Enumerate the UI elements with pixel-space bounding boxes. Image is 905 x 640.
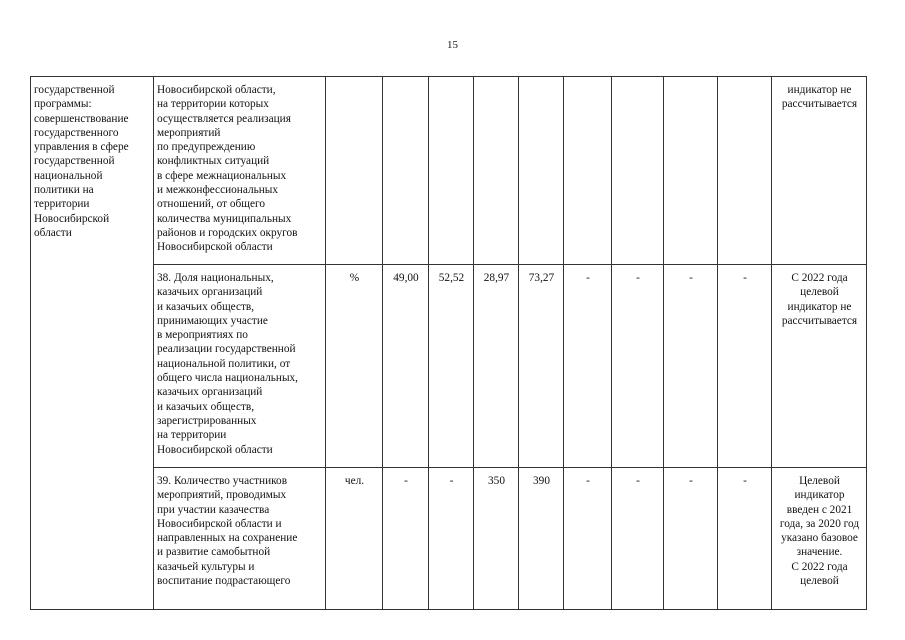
value-cell: 49,00 <box>383 265 429 468</box>
value-cell: - <box>664 468 718 610</box>
value-cell: - <box>664 265 718 468</box>
value-cell: - <box>612 265 664 468</box>
note-cell: Целевой индикатор введен с 2021 года, за 2020 год указано базовое значение. С 2022 года целевой <box>772 468 867 610</box>
unit-cell: чел. <box>326 468 383 610</box>
indicator-cell: Новосибирской области, на территории которых осуществляется реализация мероприятий по предупреждению конфликтных ситуаций в сфере межнациональных и межконфессиональных отношений, от общего количества муниципальных районов и городских округов Новосибирской области <box>154 77 326 265</box>
value-cell: 28,97 <box>474 265 519 468</box>
note-cell: С 2022 года целевой индикатор не рассчитывается <box>772 265 867 468</box>
value-cell <box>612 77 664 265</box>
indicator-cell: 38. Доля национальных, казачьих организаций и казачьих обществ, принимающих участие в мероприятиях по реализации государственной национальной политики, от общего числа национальных, казачьих организаций и казачьих обществ, зарегистрированных на территории Новосибирской области <box>154 265 326 468</box>
table-row <box>31 77 867 265</box>
unit-cell: % <box>326 265 383 468</box>
value-cell: 52,52 <box>429 265 474 468</box>
table-row <box>31 265 867 468</box>
value-cell <box>664 77 718 265</box>
value-cell <box>474 77 519 265</box>
note-cell: индикатор не рассчитывается <box>772 77 867 265</box>
unit-cell <box>326 77 383 265</box>
value-cell <box>383 77 429 265</box>
value-cell: - <box>429 468 474 610</box>
value-cell <box>564 77 612 265</box>
value-cell: - <box>564 265 612 468</box>
value-cell: - <box>564 468 612 610</box>
value-cell: - <box>718 265 772 468</box>
value-cell: 390 <box>519 468 564 610</box>
indicator-cell: 39. Количество участников мероприятий, проводимых при участии казачества Новосибирской области и направленных на сохранение и развитие самобытной казачьей культуры и воспитание подрастающего <box>154 468 326 610</box>
value-cell <box>429 77 474 265</box>
value-cell <box>718 77 772 265</box>
indicators-table <box>30 76 867 610</box>
value-cell: - <box>718 468 772 610</box>
value-cell: - <box>612 468 664 610</box>
value-cell: 350 <box>474 468 519 610</box>
program-cell: государственной программы: совершенствование государственного управления в сфере государственной национальной политики на территории Новосибирской области <box>31 77 154 610</box>
value-cell: - <box>383 468 429 610</box>
page-number: 15 <box>447 39 458 51</box>
table-row <box>31 468 867 610</box>
value-cell: 73,27 <box>519 265 564 468</box>
value-cell <box>519 77 564 265</box>
